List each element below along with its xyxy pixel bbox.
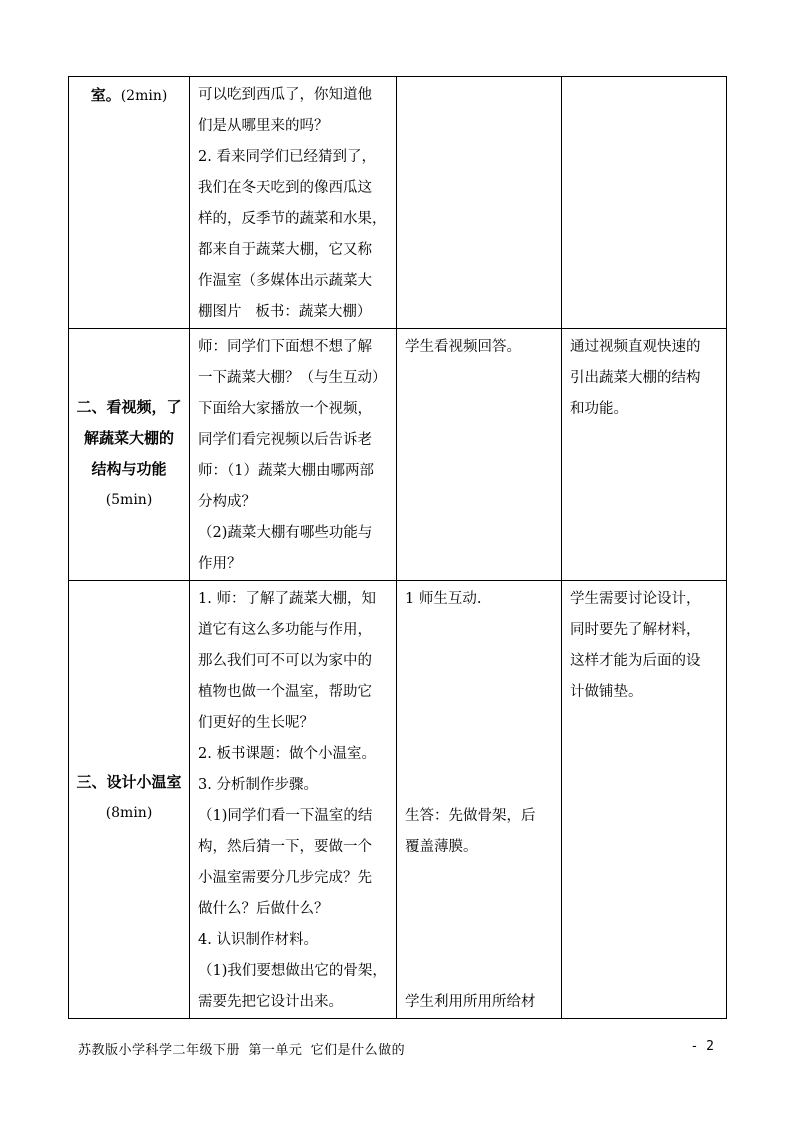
student-line: 学生看视频回答。 [405, 339, 521, 355]
student-line: 学生利用所用所给材 [405, 994, 536, 1010]
student-line: 生答：先做骨架，后 [405, 808, 536, 824]
teacher-line: 们更好的生长呢？ [198, 715, 314, 731]
teacher-line: 植物也做一个温室，帮助它 [198, 684, 372, 700]
stage-title-line: 解蔬菜大棚的 [83, 429, 174, 447]
teacher-line: 师：同学们下面想不想了解 [198, 339, 372, 355]
purpose-cell [562, 581, 727, 1019]
student-activity-cell [397, 77, 562, 329]
stage-duration: (5min) [105, 492, 153, 508]
teacher-line: 师：（1）蔬菜大棚由哪两部 [198, 463, 374, 479]
purpose-line: 通过视频直观快速的 [570, 339, 701, 355]
teacher-line: 做什么？后做什么？ [198, 901, 329, 917]
teacher-line: 分构成？ [198, 494, 256, 510]
student-line: 覆盖薄膜。 [405, 839, 478, 855]
stage-cell [69, 329, 190, 581]
table-row [69, 329, 727, 581]
teacher-line: 同学们看完视频以后告诉老 [198, 432, 372, 448]
page-number: - 2 [690, 1039, 714, 1054]
teacher-activity-cell [190, 581, 397, 1019]
purpose-cell [562, 329, 727, 581]
teacher-line: 可以吃到西瓜了，你知道他 [198, 87, 372, 103]
student-activity-cell [397, 581, 562, 1019]
teacher-line: 一下蔬菜大棚？（与生互动） [198, 370, 387, 386]
stage-duration: (8min) [105, 805, 153, 821]
teacher-activity-cell [190, 329, 397, 581]
teacher-line: 构，然后猜一下，要做一个 [198, 839, 372, 855]
teacher-line: 小温室需要分几步完成？先 [198, 870, 372, 886]
table-row [69, 77, 727, 329]
teacher-line: 我们在冬天吃到的像西瓜这 [198, 180, 372, 196]
teacher-line: 下面给大家播放一个视频， [198, 401, 372, 417]
teacher-line: （2)蔬菜大棚有哪些功能与 [198, 525, 373, 541]
stage-title-line: 结构与功能 [91, 460, 167, 478]
stage-title: 室。 [90, 86, 121, 104]
teacher-line: （1)同学们看一下温室的结 [198, 808, 373, 824]
teacher-line: 作用？ [198, 556, 242, 572]
page-footer: 苏教版小学科学二年级下册 第一单元 它们是什么做的 [78, 1043, 406, 1058]
teacher-line: 3. 分析制作步骤。 [198, 777, 318, 793]
lesson-plan-table [68, 76, 727, 1019]
teacher-line: 2. 板书课题：做个小温室。 [198, 746, 376, 762]
teacher-line: 道它有这么多功能与作用， [198, 622, 372, 638]
purpose-line: 同时要先了解材料， [570, 622, 701, 638]
teacher-line: 需要先把它设计出来。 [198, 994, 343, 1010]
teacher-line: 们是从哪里来的吗？ [198, 118, 329, 134]
purpose-line: 和功能。 [570, 401, 628, 417]
stage-cell [69, 77, 190, 329]
teacher-line: 作温室（多媒体出示蔬菜大 [198, 273, 372, 289]
purpose-line: 计做铺垫。 [570, 684, 643, 700]
teacher-activity-cell [190, 77, 397, 329]
stage-duration: (2min) [120, 88, 168, 104]
stage-title-line: 二、看视频，了 [76, 398, 182, 416]
teacher-line: 4. 认识制作材料。 [198, 932, 318, 948]
student-activity-cell [397, 329, 562, 581]
purpose-line: 学生需要讨论设计， [570, 591, 701, 607]
teacher-line: 都来自于蔬菜大棚，它又称 [198, 242, 372, 258]
table-row [69, 581, 727, 1019]
purpose-line: 这样才能为后面的设 [570, 653, 701, 669]
teacher-line: 2. 看来同学们已经猜到了， [198, 149, 376, 165]
teacher-line: 那么我们可不可以为家中的 [198, 653, 372, 669]
stage-cell [69, 581, 190, 1019]
teacher-line: 1. 师：了解了蔬菜大棚，知 [198, 591, 376, 607]
stage-title-line: 三、设计小温室 [76, 773, 182, 791]
teacher-line: 棚图片 板书：蔬菜大棚） [198, 304, 372, 320]
purpose-cell [562, 77, 727, 329]
student-line: 1 师生互动. [405, 591, 482, 607]
teacher-line: （1)我们要想做出它的骨架， [198, 963, 387, 979]
teacher-line: 样的，反季节的蔬菜和水果， [198, 211, 387, 227]
purpose-line: 引出蔬菜大棚的结构 [570, 370, 701, 386]
